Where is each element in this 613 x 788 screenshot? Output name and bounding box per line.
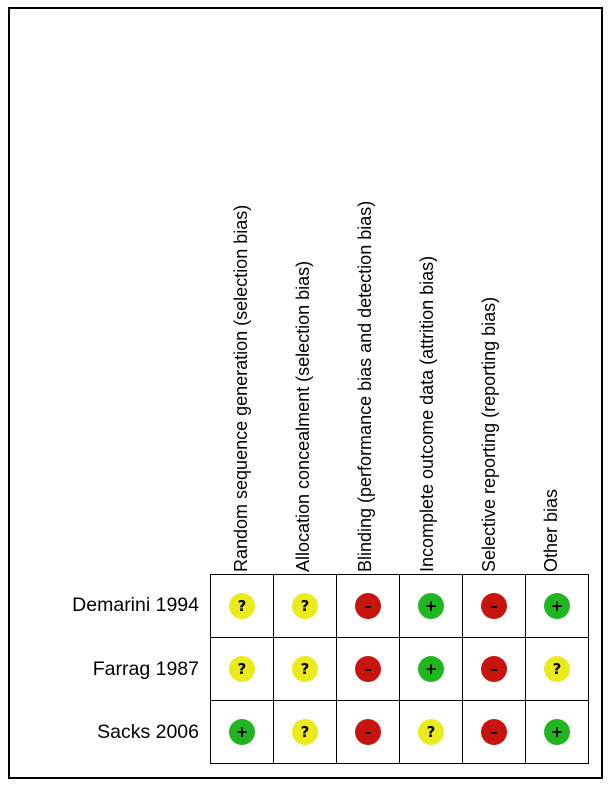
domain-label: Other bias (541, 488, 561, 572)
domain-label: Allocation concealment (selection bias) (293, 260, 313, 572)
judgement-cell (274, 575, 337, 638)
domain-header (520, 20, 582, 572)
judgement-cell (526, 701, 589, 764)
unclear-risk-icon: ? (292, 719, 318, 745)
judgement-cell (274, 701, 337, 764)
high-risk-icon: – (481, 719, 507, 745)
judgement-cell (400, 575, 463, 638)
low-risk-icon: + (418, 656, 444, 682)
judgement-grid (210, 574, 589, 764)
unclear-risk-icon: ? (544, 656, 570, 682)
domain-label: Selective reporting (reporting bias) (479, 296, 499, 572)
study-name: Sacks 2006 (97, 721, 199, 743)
unclear-risk-icon: ? (292, 593, 318, 619)
table-row (211, 638, 589, 701)
domain-header (210, 20, 272, 572)
judgement-cell (337, 575, 400, 638)
high-risk-icon: – (355, 719, 381, 745)
low-risk-icon: + (544, 593, 570, 619)
high-risk-icon: – (481, 593, 507, 619)
judgement-cell (463, 638, 526, 701)
judgement-cell (463, 701, 526, 764)
domain-label: Blinding (performance bias and detection bias) (355, 200, 375, 572)
domain-label: Random sequence generation (selection bias) (231, 204, 251, 572)
judgement-cell (400, 701, 463, 764)
high-risk-icon: – (355, 593, 381, 619)
unclear-risk-icon: ? (229, 593, 255, 619)
table-row (211, 701, 589, 764)
judgement-cell (337, 638, 400, 701)
judgement-cell (337, 701, 400, 764)
domain-header (458, 20, 520, 572)
judgement-cell (211, 638, 274, 701)
study-name: Farrag 1987 (92, 657, 199, 680)
low-risk-icon: + (229, 719, 255, 745)
unclear-risk-icon: ? (418, 719, 444, 745)
table-row (211, 575, 589, 638)
unclear-risk-icon: ? (292, 656, 318, 682)
study-name: Demarini 1994 (72, 594, 199, 616)
judgement-cell (463, 575, 526, 638)
judgement-cell (526, 575, 589, 638)
judgement-cell (274, 638, 337, 701)
judgement-cell (211, 575, 274, 638)
judgement-cell (400, 638, 463, 701)
unclear-risk-icon: ? (229, 656, 255, 682)
domain-header (334, 20, 396, 572)
judgement-cell (526, 638, 589, 701)
domain-header (396, 20, 458, 572)
domain-label: Incomplete outcome data (attrition bias) (417, 255, 437, 572)
low-risk-icon: + (544, 719, 570, 745)
low-risk-icon: + (418, 593, 444, 619)
high-risk-icon: – (355, 656, 381, 682)
high-risk-icon: – (481, 656, 507, 682)
judgement-cell (211, 701, 274, 764)
domain-header (272, 20, 334, 572)
